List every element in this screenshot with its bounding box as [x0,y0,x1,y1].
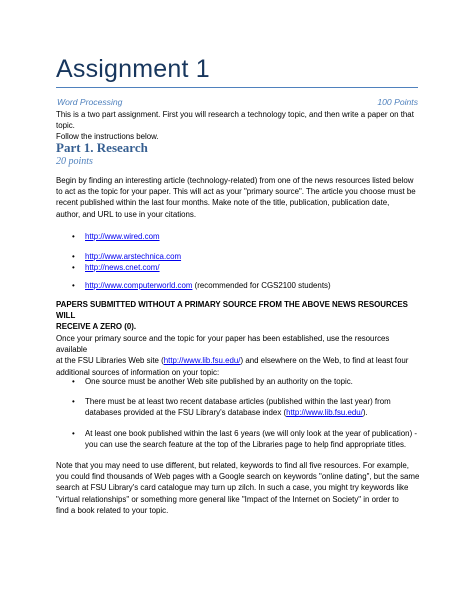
bullet-icon: • [72,263,75,272]
bullet-icon: • [72,429,75,438]
bullet-icon: • [72,232,75,241]
paragraph-line: recent published within the last four months. Make note of the title, publication, publication date, [56,198,390,208]
requirement-book [85,428,422,450]
requirement-line: you can use the search feature at the top of the Libraries page to help find appropriate titles. [85,440,407,450]
link-trail-text: ) and elsewhere on the Web, to find at least four [240,356,409,366]
source-link-computerworld[interactable]: http://www.computerworld.com [85,281,193,290]
link-lead-text: databases provided at the FSU Library's database index ( [85,408,287,418]
source-link-wired[interactable]: http://www.wired.com [85,232,160,241]
source-link-arstechnica[interactable]: http://www.arstechnica.com [85,252,182,261]
paragraph-line [56,356,408,365]
warning-line: RECEIVE A ZERO (0). [56,322,137,332]
requirement-line: There must be at least two recent database articles (published within the last year) from [85,397,391,406]
paragraph-line: Begin by finding an interesting article (technology-related) from one of the news resources listed below [56,176,414,185]
part1-heading: Part 1. Research [56,140,148,155]
paragraph-line: author, and URL to use in your citations. [56,209,197,219]
intro-line: This is a two part assignment. First you will research a technology topic, and then write a paper on that topic. [56,110,414,131]
bullet-icon: • [72,281,75,290]
course-subtitle: Word Processing [57,97,123,107]
paragraph-line: search at FSU Library's card catalogue may turn up zilch. In such a case, you might try keywords like [56,483,409,493]
paragraph-line: to act as the topic for your paper. This will act as your "primary source". The article you choose must be [56,187,416,197]
zero-grade-warning [56,299,422,333]
intro-line: Follow the instructions below. [56,132,159,142]
fsu-library-link[interactable]: http://www.lib.fsu.edu/ [163,356,241,366]
keywords-paragraph [56,460,422,516]
link-lead-text: at the FSU Libraries Web site ( [56,356,164,366]
points-subtitle: 100 Points [377,97,418,107]
requirement-database-articles [85,396,422,418]
bullet-icon: • [72,252,75,261]
source-note: (recommended for CGS2100 students) [192,281,331,290]
fsu-database-link[interactable]: http://www.lib.fsu.edu/ [286,408,363,418]
paragraph-line: additional sources of information on your topic: [56,367,220,377]
warning-line: PAPERS SUBMITTED WITHOUT A PRIMARY SOURCE FROM THE ABOVE NEWS RESOURCES WILL [56,300,408,321]
bullet-icon: • [72,377,75,386]
requirement-line: At least one book published within the last 6 years (we will only look at the year of publication) - [85,429,418,438]
paragraph-line: find a book related to your topic. [56,505,169,515]
paragraph-line: Note that you may need to use different, but related, keywords to find all five resources. For example, [56,461,409,470]
bullet-icon: • [72,397,75,406]
title-underline-rule [56,87,418,88]
requirement-line [85,408,368,417]
resources-paragraph [56,333,422,378]
source-link-cnet[interactable]: http://news.cnet.com/ [85,263,160,272]
paragraph-line: you could find thousands of Web pages with a Google search on keywords "online dating", but the same [56,472,420,482]
instructions-paragraph [56,175,422,220]
part1-points: 20 points [56,156,93,167]
page-title: Assignment 1 [56,55,210,83]
intro-paragraph [56,109,422,143]
link-trail-text: ). [362,408,368,418]
paragraph-line: Once your primary source and the topic for your paper has been established, use the resources available [56,334,390,355]
paragraph-line: "virtual relationships" or something more general like "Impact of the Internet on Society" in order to [56,494,399,504]
requirement-web-source: One source must be another Web site published by an authority on the topic. [85,377,353,386]
